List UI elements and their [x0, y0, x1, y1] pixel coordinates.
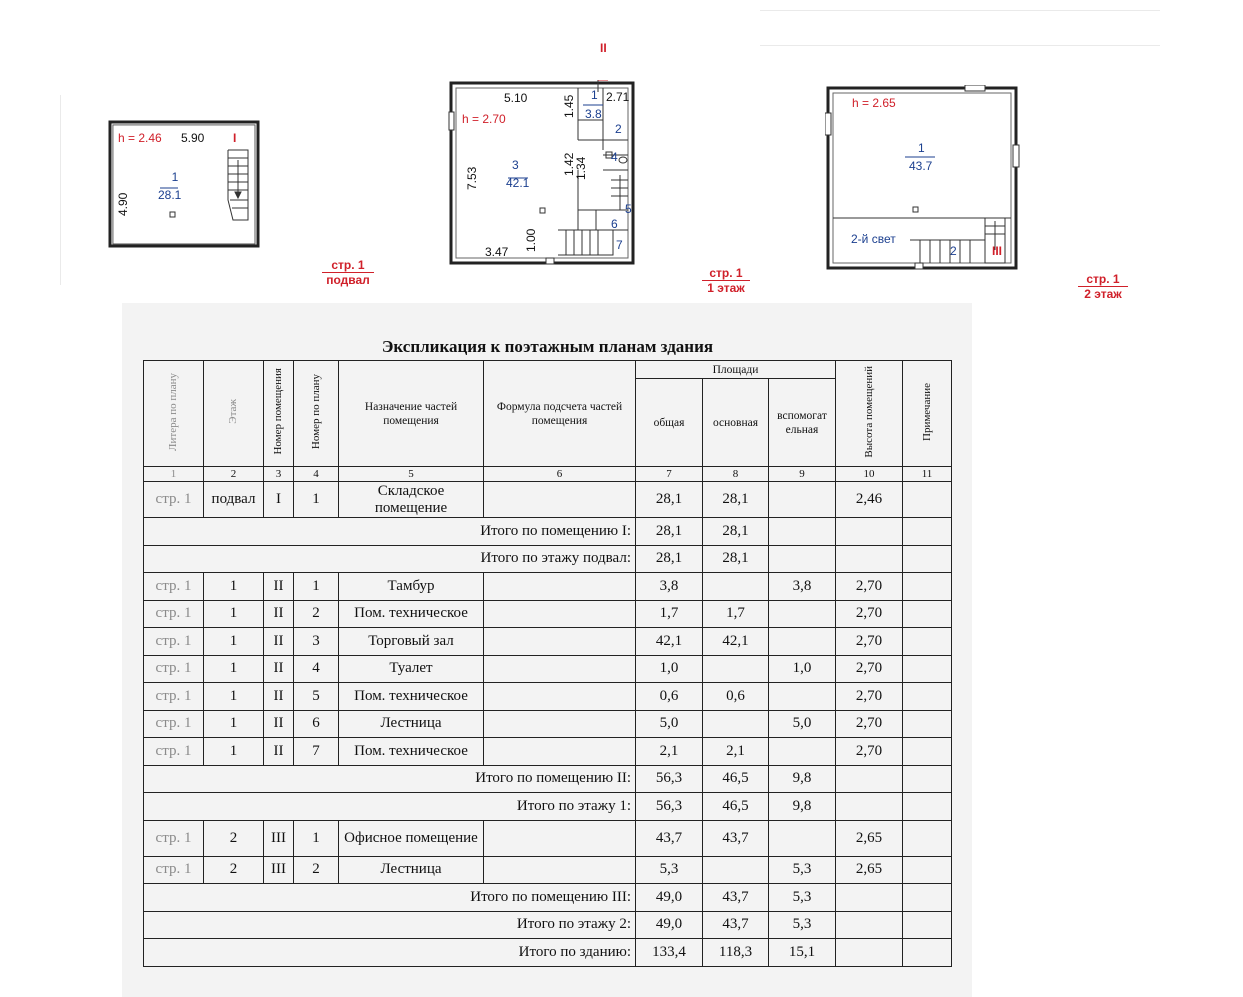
cell-area-main — [703, 573, 769, 601]
cell-note — [903, 856, 952, 884]
floor1-dim-271: 2.71 — [606, 90, 630, 104]
cell-note — [903, 545, 952, 573]
cell-area-main: 28,1 — [703, 545, 769, 573]
basement-plan — [108, 120, 260, 250]
total-row — [144, 884, 952, 912]
cell-plan-num: 1 — [294, 573, 339, 601]
cell-premise: II — [264, 628, 294, 656]
cell-height: 2,65 — [836, 820, 903, 856]
table-row — [144, 628, 952, 656]
floor2-plan — [825, 85, 1020, 270]
cell-purpose: Тамбур — [339, 573, 484, 601]
cell-premise: II — [264, 683, 294, 711]
cell-area-total: 28,1 — [636, 545, 703, 573]
cell-area-aux: 5,3 — [769, 856, 836, 884]
cell-area-main: 28,1 — [703, 518, 769, 546]
cell-area-total: 5,3 — [636, 856, 703, 884]
cell-purpose: Складское помещение — [339, 482, 484, 518]
cell-area-aux: 5,0 — [769, 710, 836, 738]
floor1-height: h = 2.70 — [462, 112, 506, 126]
cell-area-main: 42,1 — [703, 628, 769, 656]
table-row — [144, 856, 952, 884]
floor1-dim-100: 1.00 — [524, 228, 538, 252]
header-height: Высота помещений — [836, 361, 903, 467]
cell-area-aux: 5,3 — [769, 884, 836, 912]
cell-height: 2,70 — [836, 628, 903, 656]
col-number: 4 — [294, 467, 339, 482]
total-row — [144, 765, 952, 793]
cell-floor: 1 — [204, 655, 264, 683]
header-area-main: основная — [703, 379, 769, 467]
floor2-room-num: 1 — [918, 141, 925, 155]
cell-floor: 1 — [204, 628, 264, 656]
cell-note — [903, 939, 952, 967]
cell-liter: стр. 1 — [144, 573, 204, 601]
cell-note — [903, 518, 952, 546]
cell-floor: 1 — [204, 573, 264, 601]
cell-premise: II — [264, 573, 294, 601]
cell-height — [836, 884, 903, 912]
floor1-room4-num: 4 — [611, 150, 618, 164]
floor2-height: h = 2.65 — [852, 96, 896, 110]
cell-height — [836, 765, 903, 793]
basement-section-roman: I — [233, 131, 237, 145]
cell-total-label: Итого по зданию: — [144, 939, 636, 967]
table-row — [144, 710, 952, 738]
column-number-row — [144, 467, 952, 482]
cell-area-total: 42,1 — [636, 628, 703, 656]
cell-area-aux — [769, 518, 836, 546]
cell-total-label: Итого по помещению II: — [144, 765, 636, 793]
cell-height: 2,70 — [836, 710, 903, 738]
cell-plan-num: 2 — [294, 856, 339, 884]
cell-height: 2,70 — [836, 573, 903, 601]
cell-total-label: Итого по помещению III: — [144, 884, 636, 912]
cell-purpose: Пом. техническое — [339, 600, 484, 628]
cell-height — [836, 518, 903, 546]
total-row — [144, 545, 952, 573]
header-note: Примечание — [903, 361, 952, 467]
cell-area-total: 5,0 — [636, 710, 703, 738]
cell-floor: 1 — [204, 710, 264, 738]
cell-area-aux — [769, 820, 836, 856]
cell-height — [836, 911, 903, 939]
header-plan-no: Номер по плану — [294, 361, 339, 467]
table-row — [144, 482, 952, 518]
cell-area-aux — [769, 482, 836, 518]
col-number: 11 — [903, 467, 952, 482]
cell-formula — [484, 600, 636, 628]
basement-room-num: 1 — [171, 170, 179, 184]
cell-area-total: 1,0 — [636, 655, 703, 683]
cell-plan-num: 4 — [294, 655, 339, 683]
cell-liter: стр. 1 — [144, 820, 204, 856]
cell-note — [903, 793, 952, 821]
cell-note — [903, 628, 952, 656]
cell-height: 2,65 — [836, 856, 903, 884]
col-number: 5 — [339, 467, 484, 482]
basement-stair — [228, 150, 248, 220]
cell-purpose: Лестница — [339, 710, 484, 738]
cell-area-total: 2,1 — [636, 738, 703, 766]
cell-formula — [484, 683, 636, 711]
cell-area-aux: 3,8 — [769, 573, 836, 601]
cell-note — [903, 884, 952, 912]
header-purpose: Назначение частей помещения — [339, 361, 484, 467]
cell-premise: II — [264, 710, 294, 738]
cell-area-aux: 9,8 — [769, 765, 836, 793]
cell-liter: стр. 1 — [144, 600, 204, 628]
cell-height: 2,70 — [836, 738, 903, 766]
table-row — [144, 820, 952, 856]
explication-body — [144, 482, 952, 967]
cell-area-total: 3,8 — [636, 573, 703, 601]
total-row — [144, 911, 952, 939]
cell-plan-num: 7 — [294, 738, 339, 766]
cell-floor: 2 — [204, 856, 264, 884]
cell-area-main: 1,7 — [703, 600, 769, 628]
floor2-second-light: 2-й свет — [851, 232, 896, 246]
header-formula: Формула подсчета частей помещения — [484, 361, 636, 467]
cell-note — [903, 683, 952, 711]
basement-width-dim: 5.90 — [181, 131, 205, 145]
cell-area-main — [703, 710, 769, 738]
cell-area-aux: 1,0 — [769, 655, 836, 683]
basement-depth-dim: 4.90 — [116, 192, 130, 216]
cell-area-aux: 15,1 — [769, 939, 836, 967]
cell-area-total: 43,7 — [636, 820, 703, 856]
cell-area-main: 46,5 — [703, 765, 769, 793]
col-number: 3 — [264, 467, 294, 482]
floor1-dim-753: 7.53 — [465, 166, 479, 190]
cell-premise: II — [264, 738, 294, 766]
cell-area-aux — [769, 600, 836, 628]
cell-plan-num: 5 — [294, 683, 339, 711]
header-areas: Площади — [636, 361, 836, 379]
cell-area-main: 43,7 — [703, 884, 769, 912]
floor2-room-area: 43.7 — [909, 159, 933, 173]
cell-area-total: 49,0 — [636, 884, 703, 912]
floor1-sheet-label: стр. 1 1 этаж — [702, 266, 750, 295]
cell-floor: подвал — [204, 482, 264, 518]
cell-purpose: Лестница — [339, 856, 484, 884]
cell-area-aux — [769, 683, 836, 711]
cell-area-aux — [769, 545, 836, 573]
col-number: 6 — [484, 467, 636, 482]
col-number: 10 — [836, 467, 903, 482]
col-number: 9 — [769, 467, 836, 482]
cell-plan-num: 2 — [294, 600, 339, 628]
cell-note — [903, 738, 952, 766]
cell-liter: стр. 1 — [144, 856, 204, 884]
cell-area-total: 49,0 — [636, 911, 703, 939]
cell-premise: II — [264, 655, 294, 683]
total-row — [144, 793, 952, 821]
floor1-room2-num: 2 — [615, 122, 622, 136]
cell-floor: 1 — [204, 600, 264, 628]
basement-sheet-label: стр. 1 подвал — [322, 258, 374, 287]
cell-area-main: 43,7 — [703, 911, 769, 939]
cell-height: 2,70 — [836, 655, 903, 683]
cell-note — [903, 573, 952, 601]
cell-plan-num: 1 — [294, 820, 339, 856]
cell-total-label: Итого по этажу 1: — [144, 793, 636, 821]
floor1-room5-num: 5 — [625, 202, 632, 216]
cell-area-aux: 9,8 — [769, 793, 836, 821]
table-row — [144, 683, 952, 711]
floor1-room1-num: 1 — [591, 88, 598, 102]
floor1-plan — [448, 80, 638, 270]
basement-room-area: 28.1 — [158, 188, 182, 202]
cell-height — [836, 939, 903, 967]
cell-total-label: Итого по помещению I: — [144, 518, 636, 546]
cell-liter: стр. 1 — [144, 655, 204, 683]
cell-plan-num: 1 — [294, 482, 339, 518]
cell-formula — [484, 655, 636, 683]
cell-total-label: Итого по этажу подвал: — [144, 545, 636, 573]
cell-note — [903, 710, 952, 738]
col-number: 1 — [144, 467, 204, 482]
cell-note — [903, 655, 952, 683]
cell-note — [903, 600, 952, 628]
table-row — [144, 573, 952, 601]
cell-height: 2,70 — [836, 683, 903, 711]
cell-area-main — [703, 655, 769, 683]
floor2-stair-num: 2 — [950, 244, 957, 258]
cell-formula — [484, 738, 636, 766]
cell-total-label: Итого по этажу 2: — [144, 911, 636, 939]
cell-height: 2,70 — [836, 600, 903, 628]
cell-floor: 1 — [204, 738, 264, 766]
cell-formula — [484, 856, 636, 884]
cell-purpose: Торговый зал — [339, 628, 484, 656]
cell-liter: стр. 1 — [144, 628, 204, 656]
floor1-room6-num: 6 — [611, 217, 618, 231]
floor1-room3-area: 42.1 — [506, 176, 530, 190]
table-row — [144, 738, 952, 766]
floor1-dim-347: 3.47 — [485, 245, 509, 259]
basement-height: h = 2.46 — [118, 131, 162, 145]
table-row — [144, 600, 952, 628]
cell-premise: III — [264, 856, 294, 884]
total-row — [144, 518, 952, 546]
header-floor: Этаж — [204, 361, 264, 467]
cell-purpose: Офисное помещение — [339, 820, 484, 856]
cell-liter: стр. 1 — [144, 738, 204, 766]
cell-formula — [484, 820, 636, 856]
cell-area-total: 56,3 — [636, 765, 703, 793]
cell-area-total: 133,4 — [636, 939, 703, 967]
explication-table — [143, 360, 952, 967]
cell-floor: 2 — [204, 820, 264, 856]
cell-premise: II — [264, 600, 294, 628]
cell-plan-num: 3 — [294, 628, 339, 656]
cell-formula — [484, 482, 636, 518]
cell-liter: стр. 1 — [144, 683, 204, 711]
cell-height — [836, 793, 903, 821]
cell-area-main: 28,1 — [703, 482, 769, 518]
col-number: 2 — [204, 467, 264, 482]
cell-liter: стр. 1 — [144, 482, 204, 518]
cell-area-main: 118,3 — [703, 939, 769, 967]
header-area-aux: вспомогат ельная — [769, 379, 836, 467]
cell-area-total: 28,1 — [636, 518, 703, 546]
cell-purpose: Пом. техническое — [339, 738, 484, 766]
cell-formula — [484, 573, 636, 601]
cell-area-main — [703, 856, 769, 884]
cell-note — [903, 820, 952, 856]
cell-floor: 1 — [204, 683, 264, 711]
cell-note — [903, 911, 952, 939]
cell-note — [903, 765, 952, 793]
total-row — [144, 939, 952, 967]
document-title: Экспликация к поэтажным планам здания — [381, 337, 714, 356]
floor1-dim-145: 1.45 — [562, 94, 576, 118]
cell-area-main: 46,5 — [703, 793, 769, 821]
floor1-room1-area: 3.8 — [585, 107, 602, 121]
floor1-dim-142: 1.42 — [562, 152, 576, 176]
cell-area-total: 56,3 — [636, 793, 703, 821]
cell-area-aux — [769, 738, 836, 766]
cell-note — [903, 482, 952, 518]
cell-premise: III — [264, 820, 294, 856]
header-liter: Литера по плану — [144, 361, 204, 467]
cell-premise: I — [264, 482, 294, 518]
cell-area-total: 28,1 — [636, 482, 703, 518]
floor1-dim-134: 1.34 — [574, 156, 588, 180]
header-area-total: общая — [636, 379, 703, 467]
col-number: 8 — [703, 467, 769, 482]
cell-area-total: 0,6 — [636, 683, 703, 711]
cell-purpose: Туалет — [339, 655, 484, 683]
floor1-room7-num: 7 — [616, 238, 623, 252]
cell-area-aux — [769, 628, 836, 656]
cell-plan-num: 6 — [294, 710, 339, 738]
cell-formula — [484, 628, 636, 656]
cell-area-main: 2,1 — [703, 738, 769, 766]
header-premise-no: Номер помещения — [264, 361, 294, 467]
col-number: 7 — [636, 467, 703, 482]
table-row — [144, 655, 952, 683]
cell-height: 2,46 — [836, 482, 903, 518]
floor2-sheet-label: стр. 1 2 этаж — [1078, 272, 1128, 301]
floor1-section-roman: II — [600, 41, 607, 55]
cell-area-main: 0,6 — [703, 683, 769, 711]
floor1-room3-num: 3 — [512, 158, 519, 172]
floor2-section-roman: III — [992, 244, 1003, 258]
cell-height — [836, 545, 903, 573]
cell-liter: стр. 1 — [144, 710, 204, 738]
cell-formula — [484, 710, 636, 738]
cell-purpose: Пом. техническое — [339, 683, 484, 711]
floor1-dim-510: 5.10 — [504, 91, 528, 105]
cell-area-aux: 5,3 — [769, 911, 836, 939]
cell-area-main: 43,7 — [703, 820, 769, 856]
cell-area-total: 1,7 — [636, 600, 703, 628]
